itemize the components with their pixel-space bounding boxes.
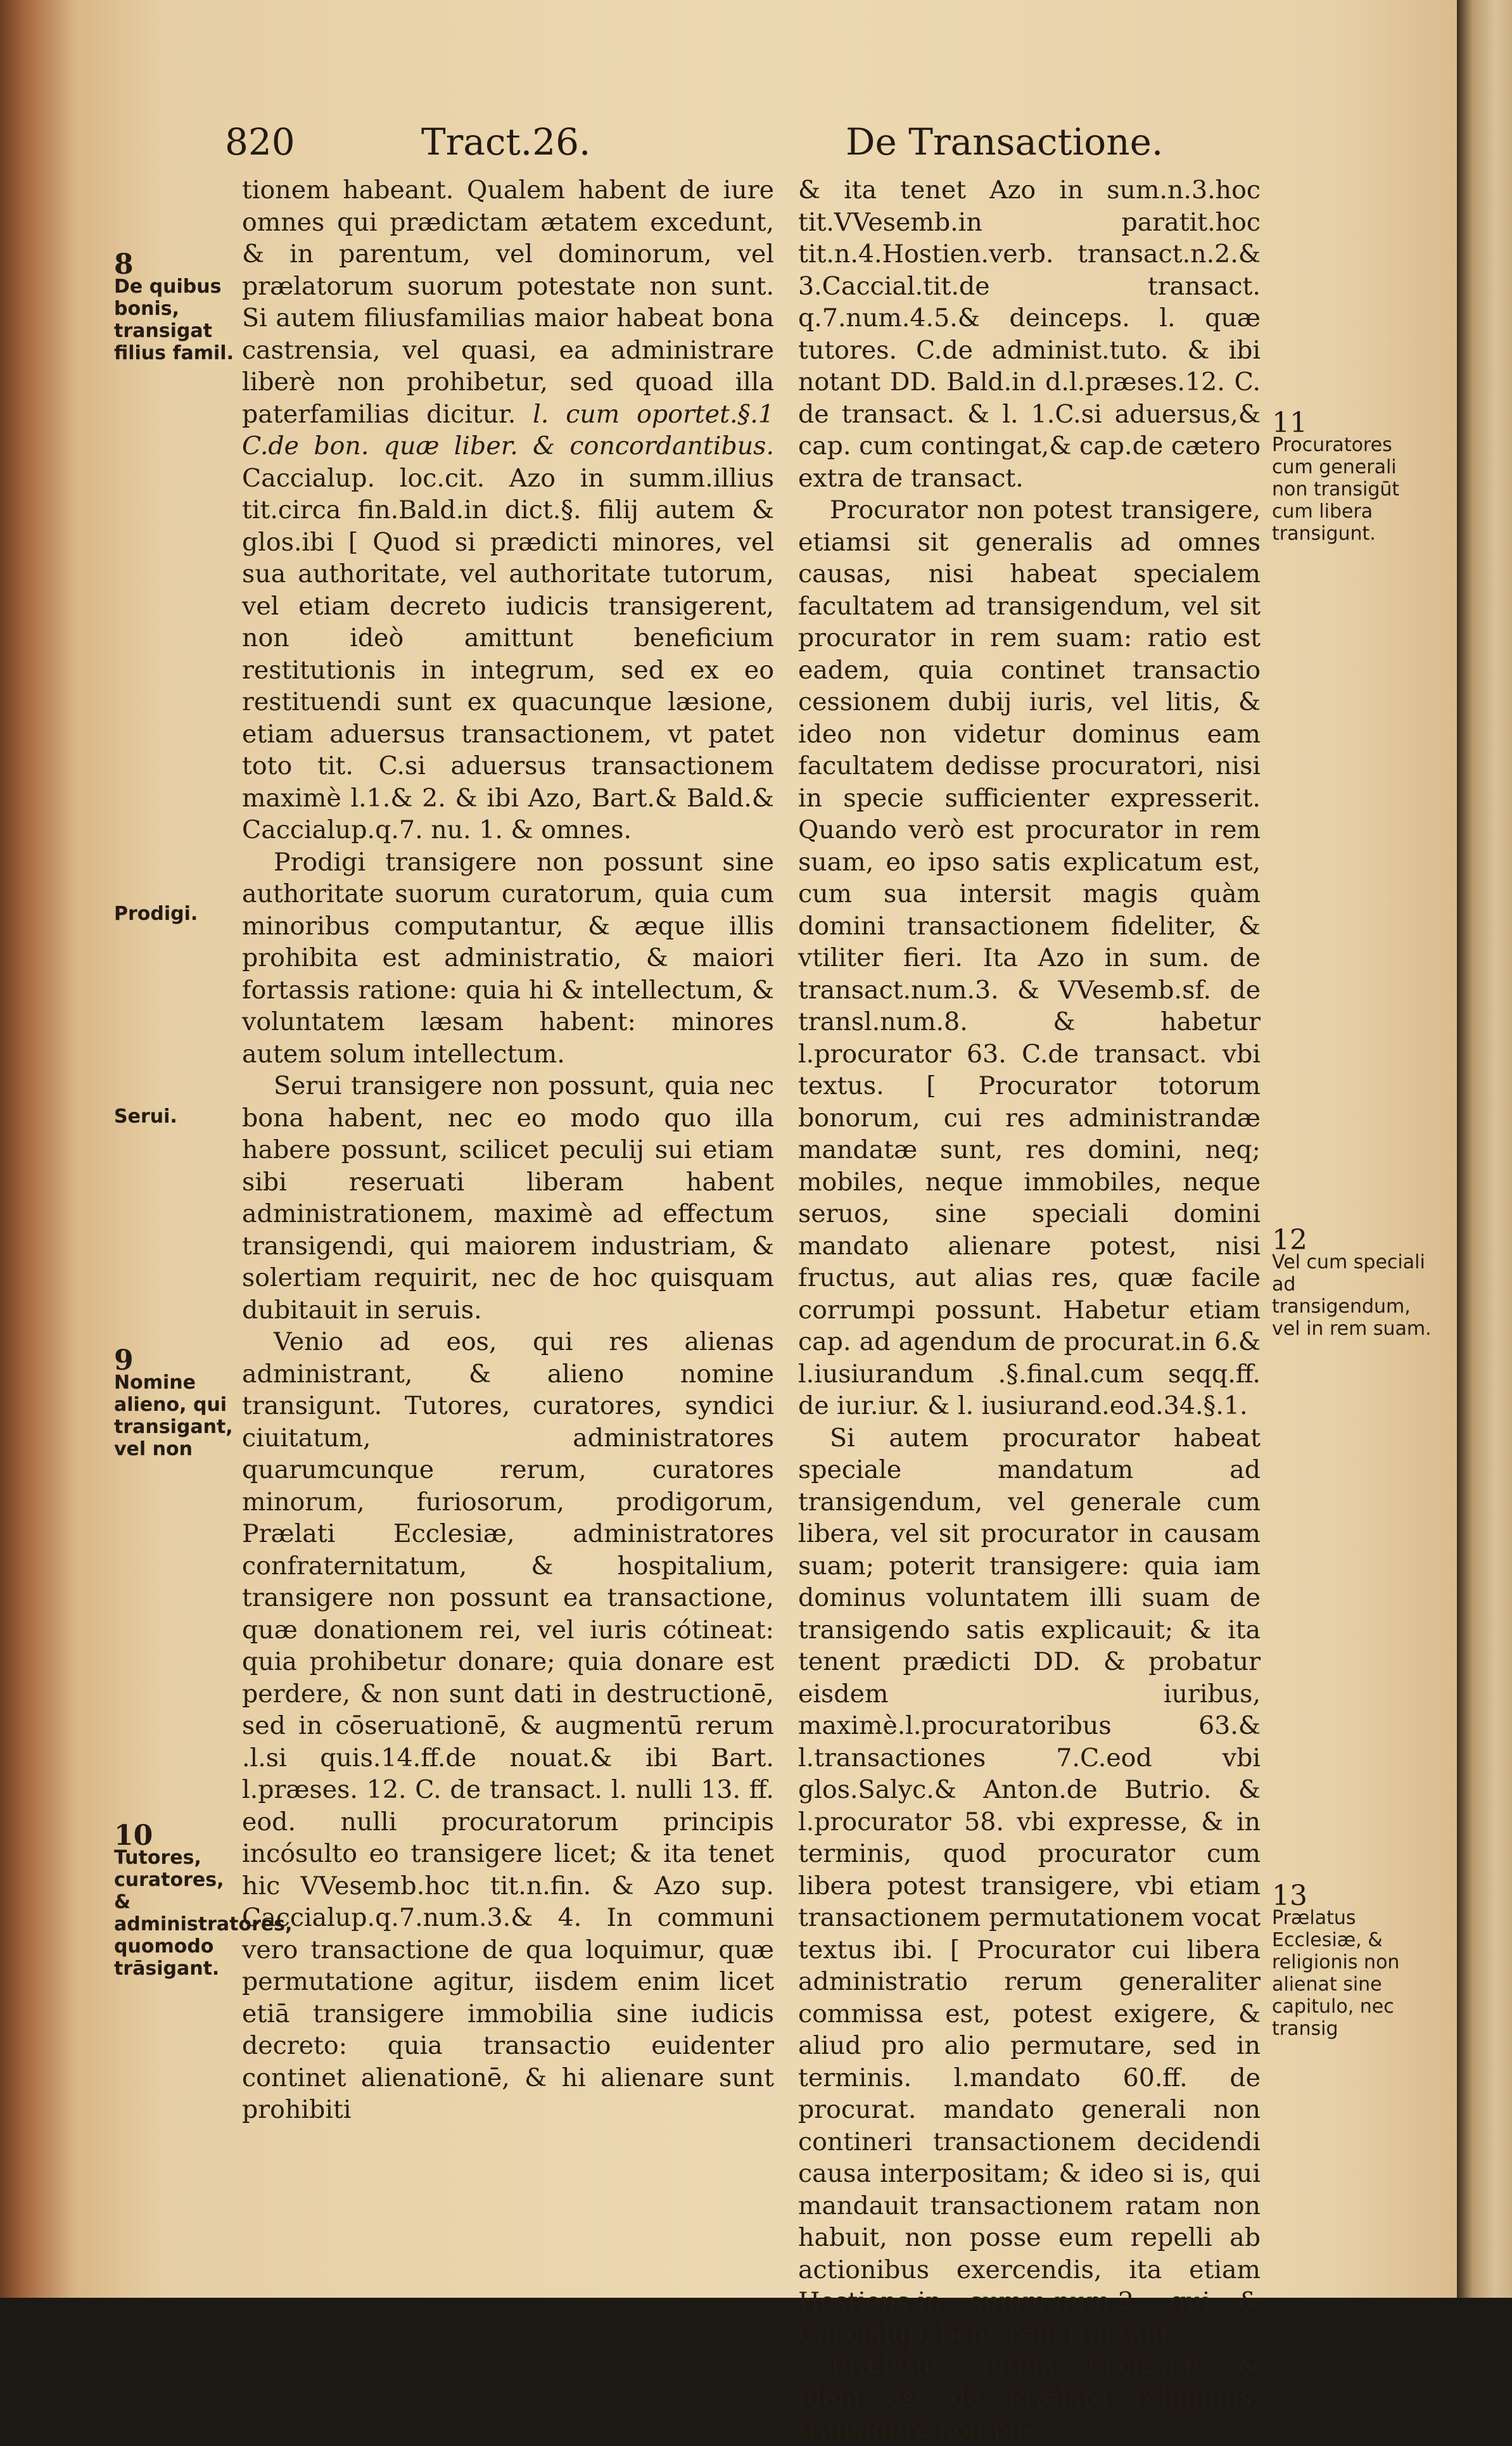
facing-page-edge <box>1457 0 1512 2298</box>
margin-note <box>114 1105 241 1128</box>
margin-note-text: Prælatus Ecclesiæ, & religionis non alienat sine capitulo, nec transig <box>1272 1907 1400 2040</box>
margin-note <box>114 903 241 925</box>
margin-note-number: 12 <box>1272 1224 1307 1256</box>
margin-note-text: Nomine alieno, qui transigant, vel non <box>114 1372 233 1460</box>
margin-note-text: Prodigi. <box>114 903 198 925</box>
margin-note <box>1272 407 1433 545</box>
paragraph: Prælatus autem Ecclesiæ, & idem est de Prælato religionis, transigere non po- <box>798 2351 1261 2444</box>
paragraph-text: Caccialup. loc.cit. Azo in summ.illius tit.circa fin.Bald.in dict.§. filij autem & glos.ibi [ Quod si prædicti minores, vel sua authoritate, vel authoritate tutorum, vel etiam decreto iudicis transigerent, non ideò amittunt beneficium restitutionis in integrum, sed ex eo restituendi sunt ex quacunque læsione, etiam aduersus transactionem, vt patet toto tit. C.si aduersus transactionem maximè l.1.& 2. & ibi Azo, Bart.& Bald.& Caccialup.q.7. nu. 1. & omnes. <box>242 463 774 844</box>
paragraph: Si autem procurator habeat speciale mandatum ad transigendum, vel generale cum libera, vel sit procurator in causam suam; poterit transigere: quia iam dominus voluntatem illi suam de transigendo satis explicauit; & ita tenent prædicti DD. & probatur eisdem iuribus, maximè.l.procuratoribus 63.& l.transactiones 7.C.eod vbi glos.Salyc.& Anton.de Butrio. & l.procurator 58. vbi expresse, & in terminis, quod procurator cum libera potest transigere, vbi etiam transactionem permutationem vocat textus ibi. [ Procurator cui libera administratio rerum generaliter commissa est, potest exigere, & aliud pro alio permutare, sed in terminis. l.mandato 60.ff. de procurat. mandato generali non contineri transactionem decidendi causa interpositam; & ideo si is, qui mandauit transactionem ratam non habuit, non posse eum repelli ab actionibus exercendis, ita etiam Hostiens.in summ.num.2. qui & Caccialup. bene rem tractant. <box>798 1423 1261 2348</box>
right-text-column <box>798 174 1261 2446</box>
margin-note-text: Tutores, curatores, & administratores, quomodo trāsigant. <box>114 1847 293 1980</box>
margin-note-number: 13 <box>1272 1880 1307 1912</box>
margin-note-text: Procuratores cum generali non transigūt cum libera transigunt. <box>1272 434 1400 545</box>
paragraph: Venio ad eos, qui res alienas administrant, & alieno nomine transigunt. Tutores, curatores, syndici ciuitatum, administratores quarumcunque rerum, curatores minorum, furiosorum, prodigorum, Prælati Ecclesiæ, administratores confraternitatum, & hospitalium, transigere non possunt ea transactione, quæ donationem rei, vel iuris cótineat: quia prohibetur donare; quia donare est perdere, & non sunt dati in destructionē, sed in cōseruationē, & augmentū rerum .l.si quis.14.ff.de nouat.& ibi Bart. l.præses. 12. C. de transact. l. nulli 13. ff. eod. nulli procuratorum principis incósulto eo transigere licet; & ita tenet hic VVesemb.hoc tit.n.fin. & Azo sup. Caccialup.q.7.num.3.& 4. In communi vero transactione de qua loquimur, quæ permutatione agitur, iisdem enim licet etiā transigere immobilia sine iudicis decreto: quia transactio euidenter continet alienationē, & hi alienare sunt prohibiti <box>242 1327 774 2124</box>
page-number: 820 <box>225 120 295 163</box>
paragraph-text: tionem habeant. Qualem habent de iure omnes qui prædictam ætatem excedunt, & in parentum, vel dominorum, vel prælatorum suorum potestate non sunt. Si autem filiusfamilias maior habeat bona castrensia, vel quasi, ea administrare liberè non prohibetur, sed quoad illa paterfamilias dicitur. <box>242 175 774 429</box>
paragraph <box>242 174 774 846</box>
margin-note-number: 11 <box>1272 407 1307 439</box>
paragraph: Procurator non potest transigere, etiamsi sit generalis ad omnes causas, nisi habeat specialem facultatem ad transigendum, vel sit procurator in rem suam: ratio est eadem, quia continet transactio cessionem dubij iuris, vel litis, & ideo non videtur dominus eam facultatem dedisse procuratori, nisi in specie sufficienter expresserit. Quando verò est procurator in rem suam, eo ipso satis explicatum est, cum sua intersit magis quàm domini transactionem fideliter, & vtiliter fieri. Ita Azo in sum. de transact.num.3. & VVesemb.sf. de transl.num.8. & habetur l.procurator 63. C.de transact. vbi textus. [ Procurator totorum bonorum, cui res administrandæ mandatæ sunt, res domini, neq; mobiles, neque immobiles, neque seruos, sine speciali domini mandato alienare potest, nisi fructus, aut alias res, quæ facile corrumpi possunt. Habetur etiam cap. ad agendum de procurat.in 6.& l.iusiurandum .§.final.cum seqq.ff. de iur.iur. & l. iusiurand.eod.34.§.1. <box>798 495 1261 1420</box>
margin-note <box>114 248 241 364</box>
citation-text: l. cum oportet.§.1 C.de bon. quæ liber. & concordantibus. <box>242 399 774 461</box>
page-title: De Transactione. <box>846 120 1164 163</box>
margin-note <box>114 1344 241 1460</box>
left-text-column <box>242 174 774 2126</box>
margin-note-number: 10 <box>114 1819 153 1852</box>
margin-note-text: De quibus bonis, transigat filius famil. <box>114 276 234 364</box>
margin-note-number: 8 <box>114 248 134 281</box>
running-head: Tract.26. <box>421 120 591 163</box>
margin-note-number: 9 <box>114 1344 134 1377</box>
margin-note <box>1272 1880 1433 2040</box>
paragraph: Prodigi transigere non possunt sine authoritate suorum curatorum, quia cum minoribus computantur, & æque illis prohibita est administratio, & maiori fortassis ratione: quia hi & intellectum, & voluntatem læsam habent: minores autem solum intellectum. <box>242 847 774 1069</box>
paragraph: Serui transigere non possunt, quia nec bona habent, nec eo modo quo illa habere possunt, scilicet peculij sui etiam sibi reseruati liberam habent administrationem, maximè ad effectum transigendi, qui maiorem industriam, & solertiam requirit, nec de hoc quisquam dubitauit in seruis. <box>242 1071 774 1325</box>
margin-note-text: Vel cum speciali ad transigendum, vel in rem suam. <box>1272 1251 1432 1340</box>
paragraph: & ita tenet Azo in sum.n.3.hoc tit.VVesemb.in paratit.hoc tit.n.4.Hostien.verb. transact.n.2.& 3.Caccial.tit.de transact. q.7.num.4.5.& deinceps. l. quæ tutores. C.de administ.tuto. & ibi notant DD. Bald.in d.l.præses.12. C. de transact. & l. 1.C.si aduersus,& cap. cum contingat,& cap.de cætero extra de transact. <box>798 175 1261 493</box>
margin-note <box>114 1819 293 1980</box>
margin-note-text: Serui. <box>114 1105 177 1128</box>
margin-note <box>1272 1224 1433 1340</box>
